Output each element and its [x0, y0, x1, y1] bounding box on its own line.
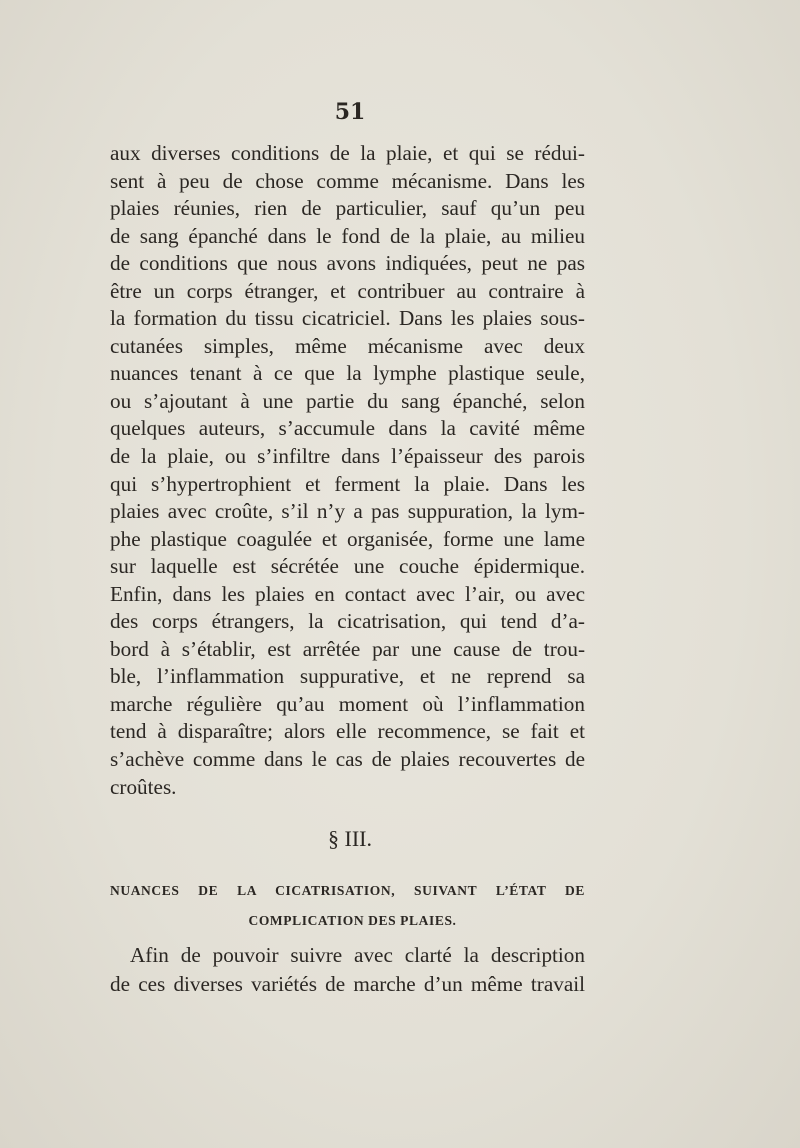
- text-line: phe plastique coagulée et organisée, forme une lame: [110, 526, 585, 551]
- text-line: Afin de pouvoir suivre avec clarté la description: [130, 943, 585, 967]
- body-paragraph: [110, 140, 585, 801]
- text-line: croûtes.: [110, 774, 177, 799]
- text-line: cutanées simples, même mécanisme avec deux: [110, 333, 585, 358]
- text-line: quelques auteurs, s’accumule dans la cavité même: [110, 416, 585, 441]
- text-line: qui s’hypertrophient et ferment la plaie. Dans les: [110, 471, 585, 496]
- text-line: de sang épanché dans le fond de la plaie, au milieu: [110, 223, 585, 248]
- text-line: plaies réunies, rien de particulier, sauf qu’un peu: [110, 196, 585, 221]
- text-line: nuances tenant à ce que la lymphe plastique seule,: [110, 361, 585, 386]
- text-line: aux diverses conditions de la plaie, et qui se rédui-: [110, 141, 585, 165]
- text-line: tend à disparaître; alors elle recommence, se fait et: [110, 719, 585, 744]
- section-subheading: [110, 876, 585, 936]
- text-line: des corps étrangers, la cicatrisation, qui tend d’a-: [110, 609, 585, 634]
- text-line: la formation du tissu cicatriciel. Dans les plaies sous-: [110, 306, 585, 331]
- page-number: 51: [334, 99, 366, 125]
- text-line: ble, l’inflammation suppurative, et ne reprend sa: [110, 664, 585, 689]
- text-line: de conditions que nous avons indiquées, peut ne pas: [110, 251, 585, 276]
- text-line: de ces diverses variétés de marche d’un même travail: [110, 972, 585, 996]
- text-line: sent à peu de chose comme mécanisme. Dans les: [110, 168, 585, 193]
- text-line: marche régulière qu’au moment où l’inflammation: [110, 691, 585, 716]
- text-line: de la plaie, ou s’infiltre dans l’épaisseur des parois: [110, 444, 585, 469]
- section-heading: § III.: [328, 826, 372, 851]
- next-paragraph: [110, 941, 585, 999]
- subheading-line: COMPLICATION DES PLAIES.: [248, 913, 457, 928]
- text-line: bord à s’établir, est arrêtée par une cause de trou-: [110, 636, 585, 661]
- text-line: sur laquelle est sécrétée une couche épidermique.: [110, 554, 585, 579]
- subheading-line: NUANCES DE LA CICATRISATION, SUIVANT L’ÉTAT DE: [110, 883, 585, 898]
- text-line: ou s’ajoutant à une partie du sang épanché, selon: [110, 388, 585, 413]
- text-line: plaies avec croûte, s’il n’y a pas suppuration, la lym-: [110, 499, 585, 524]
- text-line: être un corps étranger, et contribuer au contraire à: [110, 278, 585, 303]
- text-line: Enfin, dans les plaies en contact avec l’air, ou avec: [110, 581, 585, 606]
- text-line: s’achève comme dans le cas de plaies recouvertes de: [110, 747, 585, 772]
